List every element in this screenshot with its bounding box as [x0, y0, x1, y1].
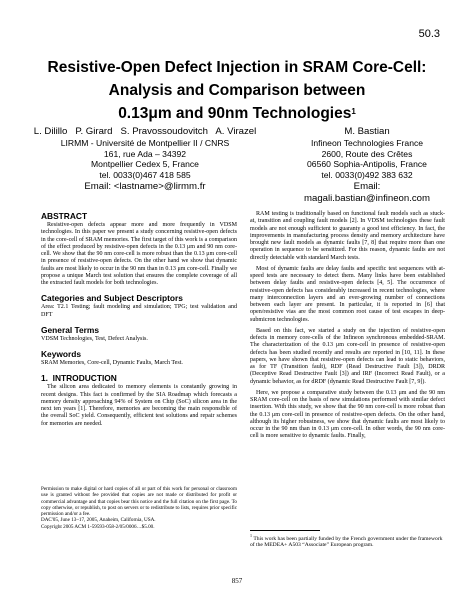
address-line: 06560 Sophia-Antipolis, France — [307, 159, 427, 170]
categories-heading: Categories and Subject Descriptors — [41, 293, 183, 304]
affiliation-line: LIRMM - Université de Montpellier II / CNRS — [60, 138, 230, 148]
permission-text: Permission to make digital or hard copies of all or part of this work for personal or classroom use is granted without fee provided that copies are not made or distributed for profit or commercial advantage and that copies bear this notice and the full citation on the first page. To copy otherwise, or republish, to post on servers or to redistribute to lists, requires prior specific permission and/or a fee. — [41, 486, 237, 518]
author-names-lirmm: L. Dilillo P. Girard S. Pravossoudovitch A. Virazel — [33, 126, 257, 137]
general-terms-heading: General Terms — [41, 324, 100, 335]
general-terms-text: VDSM Technologies, Test, Defect Analysis. — [41, 335, 148, 342]
title-line-3-text: 0.13μm and 90nm Technologies — [118, 105, 352, 122]
keywords-text: SRAM Memories, Core-cell, Dynamic Faults, March Test. — [41, 360, 183, 366]
categories-text: Area: T2.1 Testing; fault modeling and simulation; TPG; test validation and DFT — [41, 304, 237, 318]
author-block-lirmm — [20, 126, 270, 193]
address-line: 161, rue Ada – 34392 — [103, 148, 187, 159]
title-line-3 — [0, 102, 474, 125]
body-paragraph: Based on this fact, we started a study on the injection of resistive-open defects in memory core-cells of the Infineon synchronous embedded-SRAM. The characterization of the 0.13 μm core-cell in presence of resistive-open defects has been studied recently and results are reported in [10, 11]. In these papers, we have shown that resistive-open defects can lead to static behaviors, as for TF (Transition fault), RDF (Read Destructive Fault [3]), DRDR (Deceptive Read Destructive Fault [3]) and IRF (Incorrect Read Fault), or a dynamic behavior, as for dRDF (dynamic Read Destructive Fault [7, 9]). — [250, 327, 445, 385]
abstract-heading: ABSTRACT — [41, 211, 88, 221]
permission-notice — [41, 486, 237, 530]
footnote-divider — [250, 530, 320, 531]
left-column — [41, 211, 237, 428]
title-line-2: Analysis and Comparison between — [108, 82, 366, 99]
right-column — [250, 211, 445, 441]
affiliation-line: Infineon Technologies France — [310, 138, 424, 148]
abstract-text: Resistive-open defects appear more and more frequently in VDSM technologies. In this paper we present a study concerning resistive-open defects in the core-cell of SRAM memories. The first target of this work is a comparison of the effect produced by resistive-open defects in the 0.13 μm and 90 nm core-cell. We show that the 90 nm core-cell is more robust than the 0.13 μm core-cell in presence of resistive-open defects. On the other hand we show that dynamic faults are most likely to occur in the 90 nm than in 0.13 μm core-cell. Finally we propose a unique March test solution that ensures the complete coverage of all the extracted fault models for both technologies. — [41, 222, 237, 286]
session-number: 50.3 — [418, 28, 440, 40]
author-block-infineon — [274, 126, 460, 205]
introduction-heading: 1. INTRODUCTION — [41, 373, 117, 384]
body-paragraph: Here, we propose a comparative study between the 0.13 μm and the 90 nm SRAM core-cell on the basis of new simulations performed with similar defect insertion. With this study, we show that the 90 nm core-cell is more robust than the 0.13 μm core-cell in presence of resistive-open defects. On the other hand, although its higher robustness, we show that dynamic faults are most likely to occur in the 90 nm than in 0.13 μm core-cell. In other words, the 90 nm core-cell is more sensitive to dynamic faults. Finally, — [250, 389, 445, 440]
phone-line: tel. 0033(0)467 418 585 — [99, 170, 191, 181]
author-names-infineon: M. Bastian — [344, 126, 390, 137]
title-footnote-mark: 1 — [351, 107, 356, 116]
footnote-mark: 1 — [250, 533, 252, 538]
paper-title — [0, 56, 474, 125]
email-label: Email: — [353, 180, 381, 192]
footnote — [250, 533, 445, 549]
address-line: 2600, Route des Crêtes — [321, 148, 413, 159]
body-paragraph: RAM testing is traditionally based on functional fault models such as stuck-at, transition and coupling fault models [2]. In VDSM technologies these fault models are not enough sufficient to guaranty a good test efficiency. In fact, the improvements in manufacturing process density and memory architecture have brought new fault models as dynamic faults [7, 8] that require more than one operation in sequence to be sensitized. For this reason, dynamic faults are not directly detectable with standard March tests. — [250, 211, 445, 261]
phone-line: tel. 0033(0)492 383 632 — [321, 170, 413, 181]
keywords-heading: Keywords — [41, 349, 82, 359]
conference-venue: DAC'05, June 13–17, 2005, Anaheim, California, USA. — [41, 517, 156, 524]
footnote-text: This work has been partially funded by the French government under the framework of the MEDEA+ A503 “Associate” European program. — [250, 535, 443, 549]
introduction-text: The silicon area dedicated to memory elements is constantly growing in recent designs. This fact is confirmed by the SIA Roadmap which forecasts a memory density approaching 94% of System on Chip (SoC) silicon area in the next ten years [1]. Therefore, memories are becoming the main responsible of the overall SoC yield. Consequently, efficient test solutions and repair schemes for memories are needed. — [41, 384, 237, 427]
copyright-line: Copyright 2005 ACM 1-59593-058-2/05/0006…$5.00. — [41, 523, 155, 530]
email-line: Email: <lastname>@lirmm.fr — [84, 180, 206, 192]
title-line-1: Resistive-Open Defect Injection in SRAM Core-Cell: — [47, 59, 427, 76]
page-number: 857 — [231, 577, 243, 585]
address-line: Montpellier Cedex 5, France — [91, 159, 199, 170]
body-paragraph: Most of dynamic faults are delay faults and specific test sequences with at-speed tests are necessary to detect them. Many links have been established between delay faults and resistive-open defects [4, 5]. The occurrence of resistive-open defects has considerably increased in recent technologies, where many interconnection layers and an ever-growing number of connections between each layer are present. In particular, it is reported in [6] that open/resistive vias are the most common root cause of test escapes in deep-submicron technologies. — [250, 265, 445, 323]
email-address: magali.bastian@infineon.com — [304, 192, 430, 204]
